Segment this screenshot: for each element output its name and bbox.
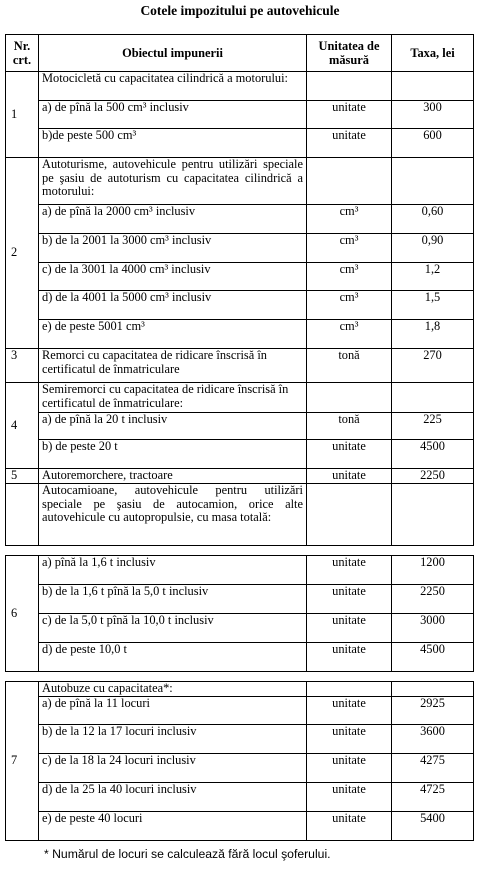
row-tax: 270 bbox=[392, 349, 474, 383]
row-description: b) de la 2001 la 3000 cm³ inclusiv bbox=[39, 234, 307, 263]
row-tax: 225 bbox=[392, 413, 474, 440]
row-number: 3 bbox=[6, 349, 39, 383]
row-tax: 5400 bbox=[392, 812, 474, 841]
row-unit: unitate bbox=[307, 643, 392, 672]
group-heading: Semiremorci cu capacitatea de ridicare înscrisă în certificatul de înmatriculare: bbox=[39, 383, 307, 413]
row-description: b)de peste 500 cm³ bbox=[39, 129, 307, 158]
row-unit: cm³ bbox=[307, 205, 392, 234]
row-tax: 4500 bbox=[392, 643, 474, 672]
row-tax: 0,60 bbox=[392, 205, 474, 234]
row-unit: unitate bbox=[307, 697, 392, 725]
row-unit: cm³ bbox=[307, 320, 392, 349]
row-tax: 0,90 bbox=[392, 234, 474, 263]
row-tax: 4275 bbox=[392, 754, 474, 783]
row-description: b) de peste 20 t bbox=[39, 440, 307, 469]
row-tax: 600 bbox=[392, 129, 474, 158]
row-tax: 1,5 bbox=[392, 291, 474, 320]
row-unit: unitate bbox=[307, 783, 392, 812]
table-row bbox=[6, 205, 474, 234]
row-unit: cm³ bbox=[307, 234, 392, 263]
table-row bbox=[6, 697, 474, 725]
row-description: e) de peste 5001 cm³ bbox=[39, 320, 307, 349]
table-gap bbox=[6, 546, 474, 556]
table-row bbox=[6, 291, 474, 320]
row-description: Autoremorchere, tractoare bbox=[39, 469, 307, 484]
table-row bbox=[6, 585, 474, 614]
table-row bbox=[6, 383, 474, 413]
row-description: d) de la 25 la 40 locuri inclusiv bbox=[39, 783, 307, 812]
row-unit: unitate bbox=[307, 129, 392, 158]
row-tax: 1,8 bbox=[392, 320, 474, 349]
footnote: * Numărul de locuri se calculează fără locul şoferului. bbox=[44, 847, 331, 861]
row-description: c) de la 5,0 t pînă la 10,0 t inclusiv bbox=[39, 614, 307, 643]
row-tax: 2925 bbox=[392, 697, 474, 725]
row-number: 4 bbox=[6, 383, 39, 469]
table-row bbox=[6, 129, 474, 158]
group-heading: Motocicletă cu capacitatea cilindrică a motorului: bbox=[39, 72, 307, 101]
table-row bbox=[6, 783, 474, 812]
row-tax: 1,2 bbox=[392, 263, 474, 291]
row-unit: unitate bbox=[307, 812, 392, 841]
row-unit: tonă bbox=[307, 413, 392, 440]
table-row bbox=[6, 643, 474, 672]
row-tax: 2250 bbox=[392, 585, 474, 614]
row-tax: 2250 bbox=[392, 469, 474, 484]
row-description: e) de peste 40 locuri bbox=[39, 812, 307, 841]
row-number: 5 bbox=[6, 469, 39, 484]
row-tax: 3600 bbox=[392, 725, 474, 754]
row-number: 7 bbox=[6, 682, 39, 841]
row-number: 1 bbox=[6, 72, 39, 158]
table-row bbox=[6, 413, 474, 440]
row-unit: cm³ bbox=[307, 263, 392, 291]
row-unit: unitate bbox=[307, 440, 392, 469]
row-description: a) de pînă la 11 locuri bbox=[39, 697, 307, 725]
row-tax: 3000 bbox=[392, 614, 474, 643]
table-gap bbox=[6, 672, 474, 682]
header-obiect: Obiectul impunerii bbox=[39, 35, 307, 72]
row-description: d) de peste 10,0 t bbox=[39, 643, 307, 672]
row-unit: tonă bbox=[307, 349, 392, 383]
row-description: Remorci cu capacitatea de ridicare înscrisă în certificatul de înmatriculare bbox=[39, 349, 307, 383]
table-row bbox=[6, 234, 474, 263]
group-heading: Autocamioane, autovehicule pentru utilizări speciale pe şasiu de autocamion, orice alte autovehicule cu autopropulsie, cu masa totală: bbox=[39, 484, 307, 546]
row-description: b) de la 12 la 17 locuri inclusiv bbox=[39, 725, 307, 754]
table-row bbox=[6, 440, 474, 469]
table-row bbox=[6, 158, 474, 205]
row-unit: unitate bbox=[307, 614, 392, 643]
table-row bbox=[6, 484, 474, 546]
row-description: a) pînă la 1,6 t inclusiv bbox=[39, 556, 307, 585]
table-row bbox=[6, 725, 474, 754]
row-tax: 4725 bbox=[392, 783, 474, 812]
row-description: a) de pînă la 20 t inclusiv bbox=[39, 413, 307, 440]
table-row bbox=[6, 349, 474, 383]
row-unit: unitate bbox=[307, 469, 392, 484]
row-description: c) de la 18 la 24 locuri inclusiv bbox=[39, 754, 307, 783]
table-row bbox=[6, 72, 474, 101]
row-unit: unitate bbox=[307, 725, 392, 754]
table-row bbox=[6, 101, 474, 129]
row-description: a) de pînă la 2000 cm³ inclusiv bbox=[39, 205, 307, 234]
row-description: d) de la 4001 la 5000 cm³ inclusiv bbox=[39, 291, 307, 320]
row-unit: unitate bbox=[307, 754, 392, 783]
row-description: b) de la 1,6 t pînă la 5,0 t inclusiv bbox=[39, 585, 307, 614]
table-row bbox=[6, 469, 474, 484]
header-nr: Nr. crt. bbox=[6, 35, 39, 72]
table-row bbox=[6, 812, 474, 841]
row-unit: cm³ bbox=[307, 291, 392, 320]
tax-rates-table bbox=[5, 34, 474, 841]
row-tax: 300 bbox=[392, 101, 474, 129]
row-tax: 1200 bbox=[392, 556, 474, 585]
table-row bbox=[6, 263, 474, 291]
table-row bbox=[6, 682, 474, 697]
row-tax: 4500 bbox=[392, 440, 474, 469]
row-unit: unitate bbox=[307, 585, 392, 614]
row-number: 2 bbox=[6, 158, 39, 349]
table-row bbox=[6, 754, 474, 783]
row-description: c) de la 3001 la 4000 cm³ inclusiv bbox=[39, 263, 307, 291]
row-unit: unitate bbox=[307, 101, 392, 129]
table-header-row bbox=[6, 35, 474, 72]
row-number: 6 bbox=[6, 556, 39, 672]
header-taxa: Taxa, lei bbox=[392, 35, 474, 72]
group-heading: Autobuze cu capacitatea*: bbox=[39, 682, 307, 697]
row-unit: unitate bbox=[307, 556, 392, 585]
header-unitate: Unitatea de măsură bbox=[307, 35, 392, 72]
table-row bbox=[6, 614, 474, 643]
document-title: Cotele impozitului pe autovehicule bbox=[140, 3, 340, 18]
group-heading: Autoturisme, autovehicule pentru utilizări speciale pe şasiu de autoturism cu capacitatea cilindrică a motorului: bbox=[39, 158, 307, 205]
table-row bbox=[6, 320, 474, 349]
row-description: a) de pînă la 500 cm³ inclusiv bbox=[39, 101, 307, 129]
table-row bbox=[6, 556, 474, 585]
